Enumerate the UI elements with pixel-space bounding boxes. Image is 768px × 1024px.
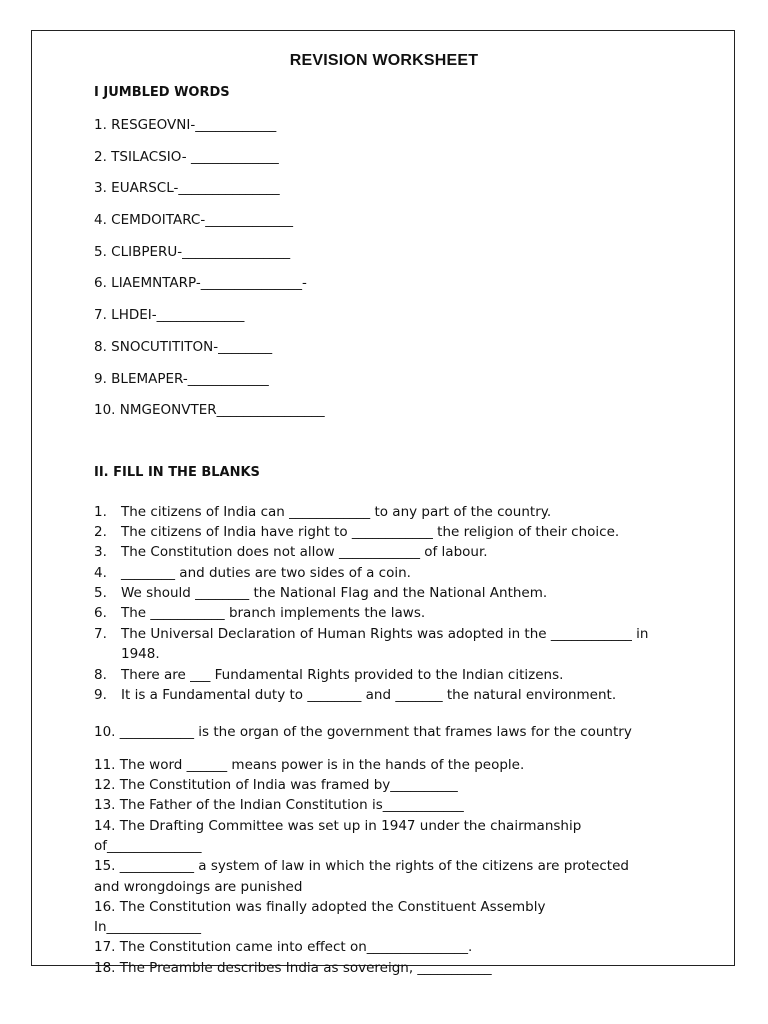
jumbled-word-item: 5. CLIBPERU-________________ [94,244,291,260]
list-item: 13. The Father of the Indian Constitution is____________ [94,797,464,813]
list-item: 18. The Preamble describes India as sovereign, ___________ [94,960,492,976]
item-text: We should ________ the National Flag and the National Anthem. [121,585,548,601]
item-text: There are ___ Fundamental Rights provided to the Indian citizens. [121,667,564,683]
jumbled-word-item: 3. EUARSCL-_______________ [94,180,280,196]
list-item: 17. The Constitution came into effect on_______________. [94,939,473,955]
jumbled-word-item: 6. LIAEMNTARP-_______________- [94,275,307,291]
item-number: 5. [94,585,107,601]
item-text: ________ and duties are two sides of a coin. [121,565,411,581]
item-number: 3. [94,544,107,560]
list-item-continuation: and wrongdoings are punished [94,879,303,895]
item-text: The ___________ branch implements the laws. [121,605,426,621]
item-number: 9. [94,687,107,703]
item-number: 1. [94,504,107,520]
list-item: 14. The Drafting Committee was set up in 1947 under the chairmanship [94,818,582,834]
jumbled-word-item: 2. TSILACSIO- _____________ [94,149,279,165]
list-item-continuation: of______________ [94,838,202,854]
jumbled-word-item: 9. BLEMAPER-____________ [94,371,269,387]
page-title: REVISION WORKSHEET [289,52,479,69]
section-heading-fill-in-blanks: II. FILL IN THE BLANKS [94,465,260,480]
item-text: 1948. [121,646,160,662]
item-number: 7. [94,626,107,642]
list-item-continuation: In______________ [94,919,202,935]
item-text: It is a Fundamental duty to ________ and _______ the natural environment. [121,687,617,703]
item-number: 6. [94,605,107,621]
jumbled-word-item: 4. CEMDOITARC-_____________ [94,212,293,228]
jumbled-word-item: 1. RESGEOVNI-____________ [94,117,277,133]
item-text: The citizens of India can ____________ to any part of the country. [121,504,552,520]
jumbled-word-item: 7. LHDEI-_____________ [94,307,245,323]
item-text: The Universal Declaration of Human Rights was adopted in the ____________ in [121,626,649,642]
list-item: 11. The word ______ means power is in the hands of the people. [94,757,525,773]
list-item: 12. The Constitution of India was framed by__________ [94,777,458,793]
item-number: 4. [94,565,107,581]
item-number: 2. [94,524,107,540]
list-item: 16. The Constitution was finally adopted the Constituent Assembly [94,899,546,915]
item-text: The citizens of India have right to ____________ the religion of their choice. [121,524,620,540]
item-number: 8. [94,667,107,683]
list-item: 15. ___________ a system of law in which the rights of the citizens are protected [94,858,629,874]
jumbled-word-item: 8. SNOCUTITITON-________ [94,339,273,355]
list-item: 10. ___________ is the organ of the government that frames laws for the country [94,724,632,740]
jumbled-word-item: 10. NMGEONVTER________________ [94,402,325,418]
item-text: The Constitution does not allow ____________ of labour. [121,544,488,560]
section-heading-jumbled-words: I JUMBLED WORDS [94,85,230,100]
